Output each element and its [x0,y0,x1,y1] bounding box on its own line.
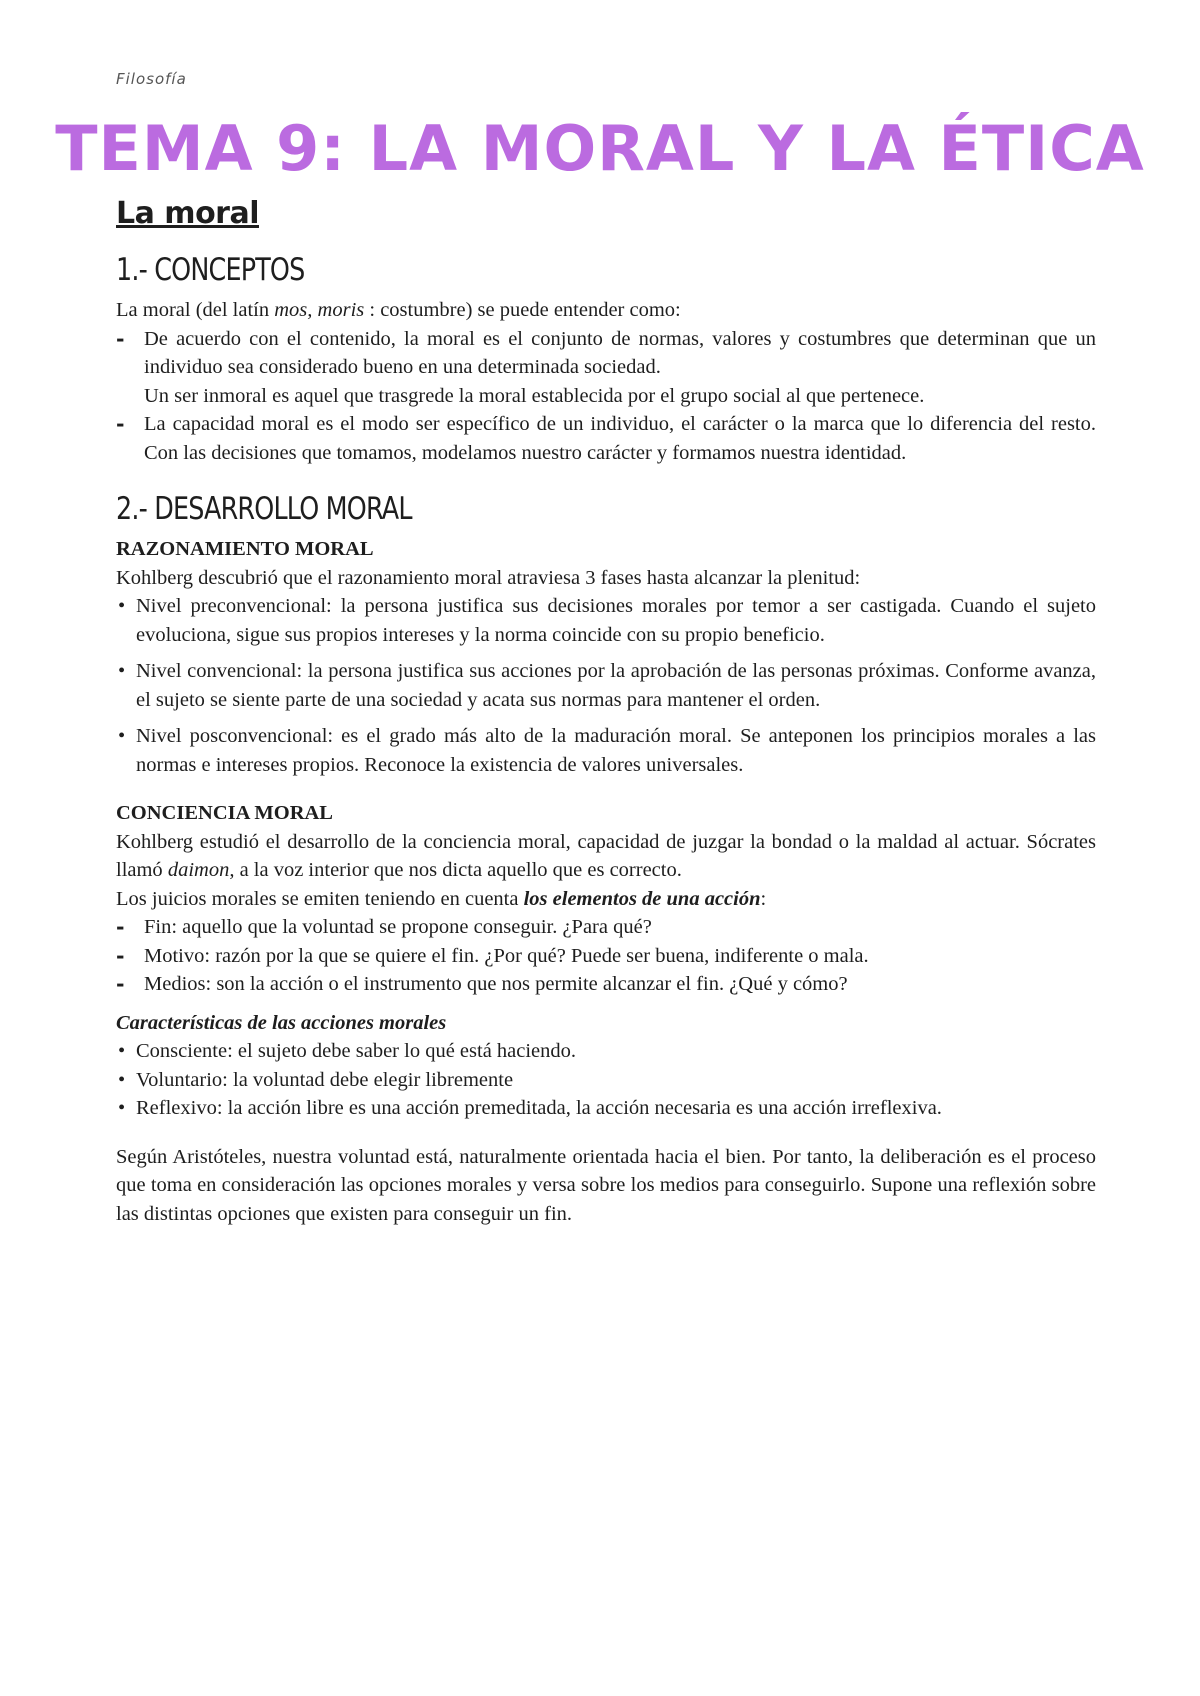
list-item: - Medios: son la acción o el instrumento que nos permite alcanzar el fin. ¿Qué y cómo? [116,970,1096,999]
concept-capacity-text: La capacidad moral es el modo ser específico de un individuo, el carácter o la marca que lo diferencia del resto. Con las decisiones que tomamos, modelamos nuestro carácter y formamos nuestra identidad. [144,413,1096,464]
judgments-pre: Los juicios morales se emiten teniendo en cuenta [116,887,524,910]
list-item [116,410,1096,467]
list-item: • Reflexivo: la acción libre es una acción premeditada, la acción necesaria es una acción irreflexiva. [116,1094,1096,1123]
document-body [116,196,1096,1228]
development-heading: 2.- DESARROLLO MORAL [116,491,412,527]
list-item: - Motivo: razón por la que se quiere el fin. ¿Por qué? Puede ser buena, indiferente o mala. [116,942,1096,971]
list-item: - Fin: aquello que la voluntad se propone conseguir. ¿Para qué? [116,913,1096,942]
concept-content-text: De acuerdo con el contenido, la moral es el conjunto de normas, valores y costumbres que determinan que un individuo sea considerado bueno en una determinada sociedad. [144,327,1096,378]
header-note: Filosofía [116,70,187,88]
list-item: • Nivel preconvencional: la persona justifica sus decisiones morales por temor a ser castigada. Cuando el sujeto evoluciona, sigue sus propios intereses y la norma coincide con su propio beneficio. [116,592,1096,649]
judgments-bold: los elementos de una acción [523,887,761,910]
daimon-term: daimon, [167,859,235,881]
reasoning-intro: Kohlberg descubrió que el razonamiento moral atraviesa 3 fases hasta alcanzar la plenitud: [116,566,861,589]
list-item [116,325,1096,382]
judgments-paragraph [116,885,1096,914]
list-item: • Consciente: el sujeto debe saber lo qué está haciendo. [116,1037,1096,1066]
concepts-intro-pre: La moral (del latín [116,299,275,321]
elements-list [116,913,1096,999]
closing-paragraph: Según Aristóteles, nuestra voluntad está, naturalmente orientada hacia el bien. Por tanto, la deliberación es el proceso que toma en consideración las opciones morales y versa sobre los medios para conseguirlo. Supone una reflexión sobre las distintas opciones que existen para conseguir un fin. [116,1145,1096,1225]
concepts-heading: 1.- CONCEPTOS [116,252,305,288]
conscience-title: CONCIENCIA MORAL [116,802,333,824]
list-item: • Nivel convencional: la persona justifica sus acciones por la aprobación de las personas próximas. Conforme avanza, el sujeto se siente parte de una sociedad y acata sus normas para mantener el orden. [116,657,1096,714]
latin-term: mos, moris [274,299,365,321]
judgments-post: : [760,887,767,910]
reasoning-title: RAZONAMIENTO MORAL [116,538,374,560]
conscience-pre: Kohlberg estudió el desarrollo de la conciencia moral, capacidad de juzgar la bondad o la maldad al actuar. Sócrates llamó [116,830,1096,881]
concept-extra: Un ser inmoral es aquel que trasgrede la moral establecida por el grupo social al que pertenece. [144,384,925,407]
concepts-intro-post: : costumbre) se puede entender como: [364,299,681,321]
list-item: • Voluntario: la voluntad debe elegir libremente [116,1066,1096,1095]
characteristics-list [116,1037,1096,1123]
concepts-list-2 [116,410,1096,467]
conscience-paragraph [116,828,1096,885]
characteristics-title: Características de las acciones morales [116,1011,447,1034]
levels-list [116,592,1096,779]
concepts-intro [116,296,1096,325]
section-title: La moral [116,196,259,231]
concepts-list [116,325,1096,382]
conscience-post: a la voz interior que nos dicta aquello que es correcto. [234,859,682,881]
list-item: • Nivel posconvencional: es el grado más alto de la maduración moral. Se anteponen los principios morales a las normas e intereses propios. Reconoce la existencia de valores universales. [116,722,1096,779]
page-title: TEMA 9: LA MORAL Y LA ÉTICA [55,112,1145,185]
